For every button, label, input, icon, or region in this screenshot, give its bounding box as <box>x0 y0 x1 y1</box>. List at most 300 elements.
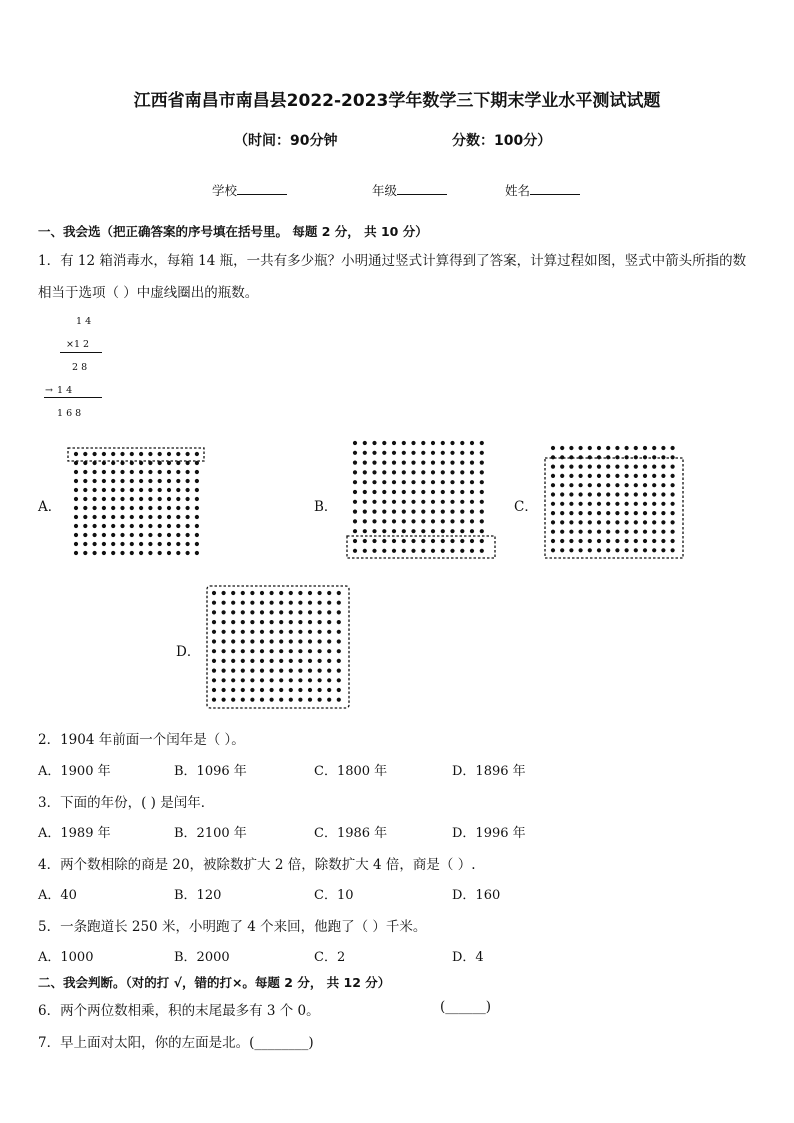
figure-c-dot-grid[interactable] <box>551 446 675 553</box>
bottle-dot <box>139 551 143 555</box>
bottle-dot <box>195 470 199 474</box>
bottle-dot <box>167 479 171 483</box>
bottle-dot <box>250 669 254 673</box>
bottle-dot <box>411 480 415 484</box>
bottle-dot <box>186 452 190 456</box>
bottle-dot <box>212 591 216 595</box>
bottle-dot <box>597 520 601 524</box>
bottle-dot <box>615 511 619 515</box>
section-2-heading: 二、我会判断。（对的打 √，错的打×。每题 2 分， 共 12 分） <box>38 975 391 990</box>
bottle-dot <box>93 551 97 555</box>
bottle-dot <box>186 551 190 555</box>
bottle-dot <box>130 533 134 537</box>
q3-option-b[interactable]: B．2100 年 <box>174 826 247 841</box>
bottle-dot <box>372 480 376 484</box>
bottle-dot <box>372 451 376 455</box>
bottle-dot <box>337 649 341 653</box>
bottle-dot <box>643 548 647 552</box>
bottle-dot <box>298 678 302 682</box>
bottle-dot <box>120 515 124 519</box>
bottle-dot <box>441 510 445 514</box>
bottle-dot <box>337 601 341 605</box>
bottle-dot <box>186 506 190 510</box>
bottle-dot <box>372 490 376 494</box>
bottle-dot <box>337 678 341 682</box>
bottle-dot <box>270 669 274 673</box>
bottle-dot <box>74 470 78 474</box>
bottle-dot <box>606 446 610 450</box>
bottle-dot <box>411 500 415 504</box>
bottle-dot <box>450 529 454 533</box>
bottle-dot <box>83 479 87 483</box>
bottle-dot <box>270 678 274 682</box>
bottle-dot <box>318 610 322 614</box>
bottle-dot <box>625 483 629 487</box>
bottle-dot <box>176 524 180 528</box>
q3-option-c[interactable]: C．1986 年 <box>314 826 388 841</box>
bottle-dot <box>643 446 647 450</box>
bottle-dot <box>195 551 199 555</box>
bottle-dot <box>615 446 619 450</box>
bottle-dot <box>289 688 293 692</box>
bottle-dot <box>363 461 367 465</box>
bottle-dot <box>661 455 665 459</box>
bottle-dot <box>671 539 675 543</box>
bottle-dot <box>569 446 573 450</box>
bottle-dot <box>470 549 474 553</box>
bottle-dot <box>551 502 555 506</box>
bottle-dot <box>560 465 564 469</box>
bottle-dot <box>652 530 656 534</box>
bottle-dot <box>260 698 264 702</box>
bottle-dot <box>186 524 190 528</box>
bottle-dot <box>167 515 171 519</box>
bottle-dot <box>441 529 445 533</box>
question-7: 7．早上面对太阳，你的左面是北。(________) <box>38 1035 314 1051</box>
bottle-dot <box>441 480 445 484</box>
bottle-dot <box>195 452 199 456</box>
bottle-dot <box>470 510 474 514</box>
bottle-dot <box>441 441 445 445</box>
bottle-dot <box>241 630 245 634</box>
bottle-dot <box>392 451 396 455</box>
q5-option-a[interactable]: A．1000 <box>38 950 94 965</box>
bottle-dot <box>327 698 331 702</box>
bottle-dot <box>74 524 78 528</box>
bottle-dot <box>176 497 180 501</box>
bottle-dot <box>167 452 171 456</box>
bottle-dot <box>411 490 415 494</box>
bottle-dot <box>212 639 216 643</box>
bottle-dot <box>551 492 555 496</box>
bottle-dot <box>411 470 415 474</box>
bottle-dot <box>588 474 592 478</box>
bottle-dot <box>222 639 226 643</box>
bottle-dot <box>634 530 638 534</box>
bottle-dot <box>652 511 656 515</box>
bottle-dot <box>411 529 415 533</box>
bottle-dot <box>588 492 592 496</box>
bottle-dot <box>480 480 484 484</box>
bottle-dot <box>74 551 78 555</box>
bottle-dot <box>186 488 190 492</box>
bottle-dot <box>588 548 592 552</box>
q5-option-c[interactable]: C．2 <box>314 950 346 965</box>
bottle-dot <box>661 474 665 478</box>
bottle-dot <box>643 539 647 543</box>
bottle-dot <box>382 549 386 553</box>
bottle-dot <box>212 601 216 605</box>
bottle-dot <box>560 502 564 506</box>
bottle-dot <box>606 530 610 534</box>
bottle-dot <box>83 470 87 474</box>
bottle-dot <box>569 548 573 552</box>
bottle-dot <box>353 549 357 553</box>
bottle-dot <box>289 659 293 663</box>
bottle-dot <box>289 610 293 614</box>
bottle-dot <box>327 649 331 653</box>
figure-d-dot-grid[interactable] <box>212 591 341 702</box>
q4-option-c[interactable]: C．10 <box>314 888 354 903</box>
bottle-dot <box>130 497 134 501</box>
bottle-dot <box>441 500 445 504</box>
bottle-dot <box>363 539 367 543</box>
bottle-dot <box>470 461 474 465</box>
bottle-dot <box>318 659 322 663</box>
bottle-dot <box>270 601 274 605</box>
bottle-dot <box>176 515 180 519</box>
bottle-dot <box>111 470 115 474</box>
q4-option-a[interactable]: A．40 <box>38 888 77 903</box>
bottle-dot <box>560 455 564 459</box>
bottle-dot <box>372 441 376 445</box>
bottle-dot <box>421 519 425 523</box>
bottle-dot <box>139 506 143 510</box>
bottle-dot <box>222 591 226 595</box>
bottle-dot <box>93 506 97 510</box>
bottle-dot <box>158 542 162 546</box>
bottle-dot <box>102 533 106 537</box>
bottle-dot <box>671 483 675 487</box>
bottle-dot <box>372 529 376 533</box>
bottle-dot <box>241 678 245 682</box>
bottle-dot <box>588 483 592 487</box>
bottle-dot <box>588 502 592 506</box>
bottle-dot <box>353 470 357 474</box>
bottle-dot <box>279 669 283 673</box>
bottle-dot <box>652 502 656 506</box>
bottle-dot <box>634 446 638 450</box>
bottle-dot <box>652 446 656 450</box>
q3-option-a[interactable]: A．1989 年 <box>38 826 111 841</box>
question-5: 5．一条跑道长 250 米，小明跑了 4 个来回，他跑了（ ）千米。 <box>38 919 427 935</box>
q2-option-d[interactable]: D．1896 年 <box>452 764 526 779</box>
bottle-dot <box>421 500 425 504</box>
bottle-dot <box>279 678 283 682</box>
bottle-dot <box>260 601 264 605</box>
bottle-dot <box>597 539 601 543</box>
bottle-dot <box>634 465 638 469</box>
bottle-dot <box>450 549 454 553</box>
bottle-dot <box>120 551 124 555</box>
bottle-dot <box>353 529 357 533</box>
bottle-dot <box>634 502 638 506</box>
bottle-dot <box>130 470 134 474</box>
bottle-dot <box>298 591 302 595</box>
bottle-dot <box>289 639 293 643</box>
bottle-dot <box>353 480 357 484</box>
bottle-dot <box>353 490 357 494</box>
bottle-dot <box>661 492 665 496</box>
bottle-dot <box>606 502 610 506</box>
bottle-dot <box>74 542 78 546</box>
bottle-dot <box>421 441 425 445</box>
q2-option-a[interactable]: A．1900 年 <box>38 764 111 779</box>
bottle-dot <box>382 480 386 484</box>
bottle-dot <box>450 539 454 543</box>
q1-option-a-label: A． <box>38 499 62 515</box>
bottle-dot <box>250 620 254 624</box>
bottle-dot <box>560 539 564 543</box>
bottle-dot <box>130 488 134 492</box>
bottle-dot <box>298 610 302 614</box>
bottle-dot <box>431 529 435 533</box>
bottle-dot <box>382 539 386 543</box>
bottle-dot <box>634 474 638 478</box>
bottle-dot <box>402 549 406 553</box>
bottle-dot <box>327 688 331 692</box>
bottle-dot <box>579 511 583 515</box>
bottle-dot <box>222 630 226 634</box>
bottle-dot <box>158 488 162 492</box>
bottle-dot <box>382 510 386 514</box>
bottle-dot <box>606 474 610 478</box>
bottle-dot <box>661 502 665 506</box>
bottle-dot <box>327 601 331 605</box>
bottle-dot <box>158 470 162 474</box>
bottle-dot <box>411 451 415 455</box>
bottle-dot <box>139 479 143 483</box>
q5-option-b[interactable]: B．2000 <box>174 950 230 965</box>
bottle-dot <box>551 465 555 469</box>
bottle-dot <box>74 497 78 501</box>
bottle-dot <box>421 470 425 474</box>
bottle-dot <box>392 519 396 523</box>
bottle-dot <box>634 520 638 524</box>
bottle-dot <box>83 497 87 501</box>
bottle-dot <box>148 551 152 555</box>
bottle-dot <box>148 542 152 546</box>
bottle-dot <box>588 511 592 515</box>
bottle-dot <box>421 461 425 465</box>
bottle-dot <box>74 479 78 483</box>
bottle-dot <box>353 519 357 523</box>
bottle-dot <box>120 497 124 501</box>
calc-row-4: 1 4 <box>57 385 73 396</box>
bottle-dot <box>460 490 464 494</box>
bottle-dot <box>382 529 386 533</box>
bottle-dot <box>148 515 152 519</box>
bottle-dot <box>186 497 190 501</box>
bottle-dot <box>308 610 312 614</box>
bottle-dot <box>250 610 254 614</box>
bottle-dot <box>222 601 226 605</box>
bottle-dot <box>111 497 115 501</box>
bottle-dot <box>298 669 302 673</box>
bottle-dot <box>130 551 134 555</box>
calc-row-5: 1 6 8 <box>57 408 82 419</box>
q2-option-c[interactable]: C．1800 年 <box>314 764 388 779</box>
bottle-dot <box>551 446 555 450</box>
bottle-dot <box>392 461 396 465</box>
bottle-dot <box>579 474 583 478</box>
bottle-dot <box>222 698 226 702</box>
q5-option-d[interactable]: D．4 <box>452 950 484 965</box>
bottle-dot <box>158 506 162 510</box>
bottle-dot <box>450 451 454 455</box>
bottle-dot <box>260 610 264 614</box>
bottle-dot <box>74 452 78 456</box>
bottle-dot <box>308 620 312 624</box>
bottle-dot <box>615 474 619 478</box>
bottle-dot <box>111 488 115 492</box>
bottle-dot <box>83 542 87 546</box>
bottle-dot <box>579 465 583 469</box>
bottle-dot <box>652 455 656 459</box>
bottle-dot <box>353 539 357 543</box>
bottle-dot <box>551 483 555 487</box>
bottle-dot <box>470 470 474 474</box>
bottle-dot <box>111 533 115 537</box>
bottle-dot <box>250 639 254 643</box>
bottle-dot <box>111 479 115 483</box>
bottle-dot <box>569 465 573 469</box>
bottle-dot <box>337 591 341 595</box>
bottle-dot <box>450 500 454 504</box>
bottle-dot <box>158 452 162 456</box>
bottle-dot <box>158 497 162 501</box>
bottle-dot <box>588 520 592 524</box>
bottle-dot <box>661 446 665 450</box>
bottle-dot <box>480 529 484 533</box>
bottle-dot <box>625 446 629 450</box>
question-3: 3．下面的年份，( ) 是闰年． <box>38 795 215 811</box>
bottle-dot <box>441 461 445 465</box>
bottle-dot <box>615 539 619 543</box>
q3-option-d[interactable]: D．1996 年 <box>452 826 526 841</box>
bottle-dot <box>270 639 274 643</box>
q4-option-b[interactable]: B．120 <box>174 888 222 903</box>
bottle-dot <box>460 529 464 533</box>
exam-score: 分数：100分） <box>452 133 552 149</box>
bottle-dot <box>176 452 180 456</box>
bottle-dot <box>186 470 190 474</box>
bottle-dot <box>148 452 152 456</box>
bottle-dot <box>308 698 312 702</box>
bottle-dot <box>176 470 180 474</box>
question-6-answer-blank[interactable]: (______) <box>440 999 492 1015</box>
bottle-dot <box>661 483 665 487</box>
bottle-dot <box>250 678 254 682</box>
bottle-dot <box>212 678 216 682</box>
bottle-dot <box>148 488 152 492</box>
bottle-dot <box>158 479 162 483</box>
bottle-dot <box>431 480 435 484</box>
bottle-dot <box>167 506 171 510</box>
bottle-dot <box>671 474 675 478</box>
bottle-dot <box>579 548 583 552</box>
bottle-dot <box>421 490 425 494</box>
bottle-dot <box>652 474 656 478</box>
bottle-dot <box>130 479 134 483</box>
bottle-dot <box>643 474 647 478</box>
bottle-dot <box>167 524 171 528</box>
figure-a-dot-grid[interactable] <box>74 452 199 555</box>
bottle-dot <box>327 591 331 595</box>
bottle-dot <box>308 601 312 605</box>
q4-option-d[interactable]: D．160 <box>452 888 501 903</box>
bottle-dot <box>560 446 564 450</box>
bottle-dot <box>111 452 115 456</box>
calc-row-1: 1 4 <box>76 316 92 327</box>
bottle-dot <box>308 649 312 653</box>
bottle-dot <box>241 601 245 605</box>
bottle-dot <box>652 520 656 524</box>
bottle-dot <box>480 451 484 455</box>
bottle-dot <box>83 533 87 537</box>
bottle-dot <box>279 688 283 692</box>
q2-option-b[interactable]: B．1096 年 <box>174 764 247 779</box>
bottle-dot <box>83 452 87 456</box>
bottle-dot <box>402 461 406 465</box>
bottle-dot <box>212 630 216 634</box>
bottle-dot <box>579 446 583 450</box>
bottle-dot <box>241 659 245 663</box>
bottle-dot <box>615 455 619 459</box>
bottle-dot <box>560 492 564 496</box>
bottle-dot <box>470 490 474 494</box>
bottle-dot <box>460 480 464 484</box>
q1-option-d-label: D． <box>176 644 201 660</box>
bottle-dot <box>661 465 665 469</box>
bottle-dot <box>111 506 115 510</box>
bottle-dot <box>431 510 435 514</box>
bottle-dot <box>643 530 647 534</box>
bottle-dot <box>460 539 464 543</box>
bottle-dot <box>480 549 484 553</box>
bottle-dot <box>431 519 435 523</box>
bottle-dot <box>470 519 474 523</box>
bottle-dot <box>279 649 283 653</box>
bottle-dot <box>421 510 425 514</box>
bottle-dot <box>222 649 226 653</box>
bottle-dot <box>231 610 235 614</box>
bottle-dot <box>195 533 199 537</box>
bottle-dot <box>250 649 254 653</box>
bottle-dot <box>625 520 629 524</box>
bottle-dot <box>569 502 573 506</box>
bottle-dot <box>569 539 573 543</box>
bottle-dot <box>480 510 484 514</box>
bottle-dot <box>382 470 386 474</box>
bottle-dot <box>212 649 216 653</box>
bottle-dot <box>298 601 302 605</box>
bottle-dot <box>139 515 143 519</box>
question-1-line-2: 相当于选项（ ）中虚线圈出的瓶数。 <box>38 285 259 301</box>
bottle-dot <box>606 465 610 469</box>
bottle-dot <box>597 455 601 459</box>
bottle-dot <box>298 649 302 653</box>
